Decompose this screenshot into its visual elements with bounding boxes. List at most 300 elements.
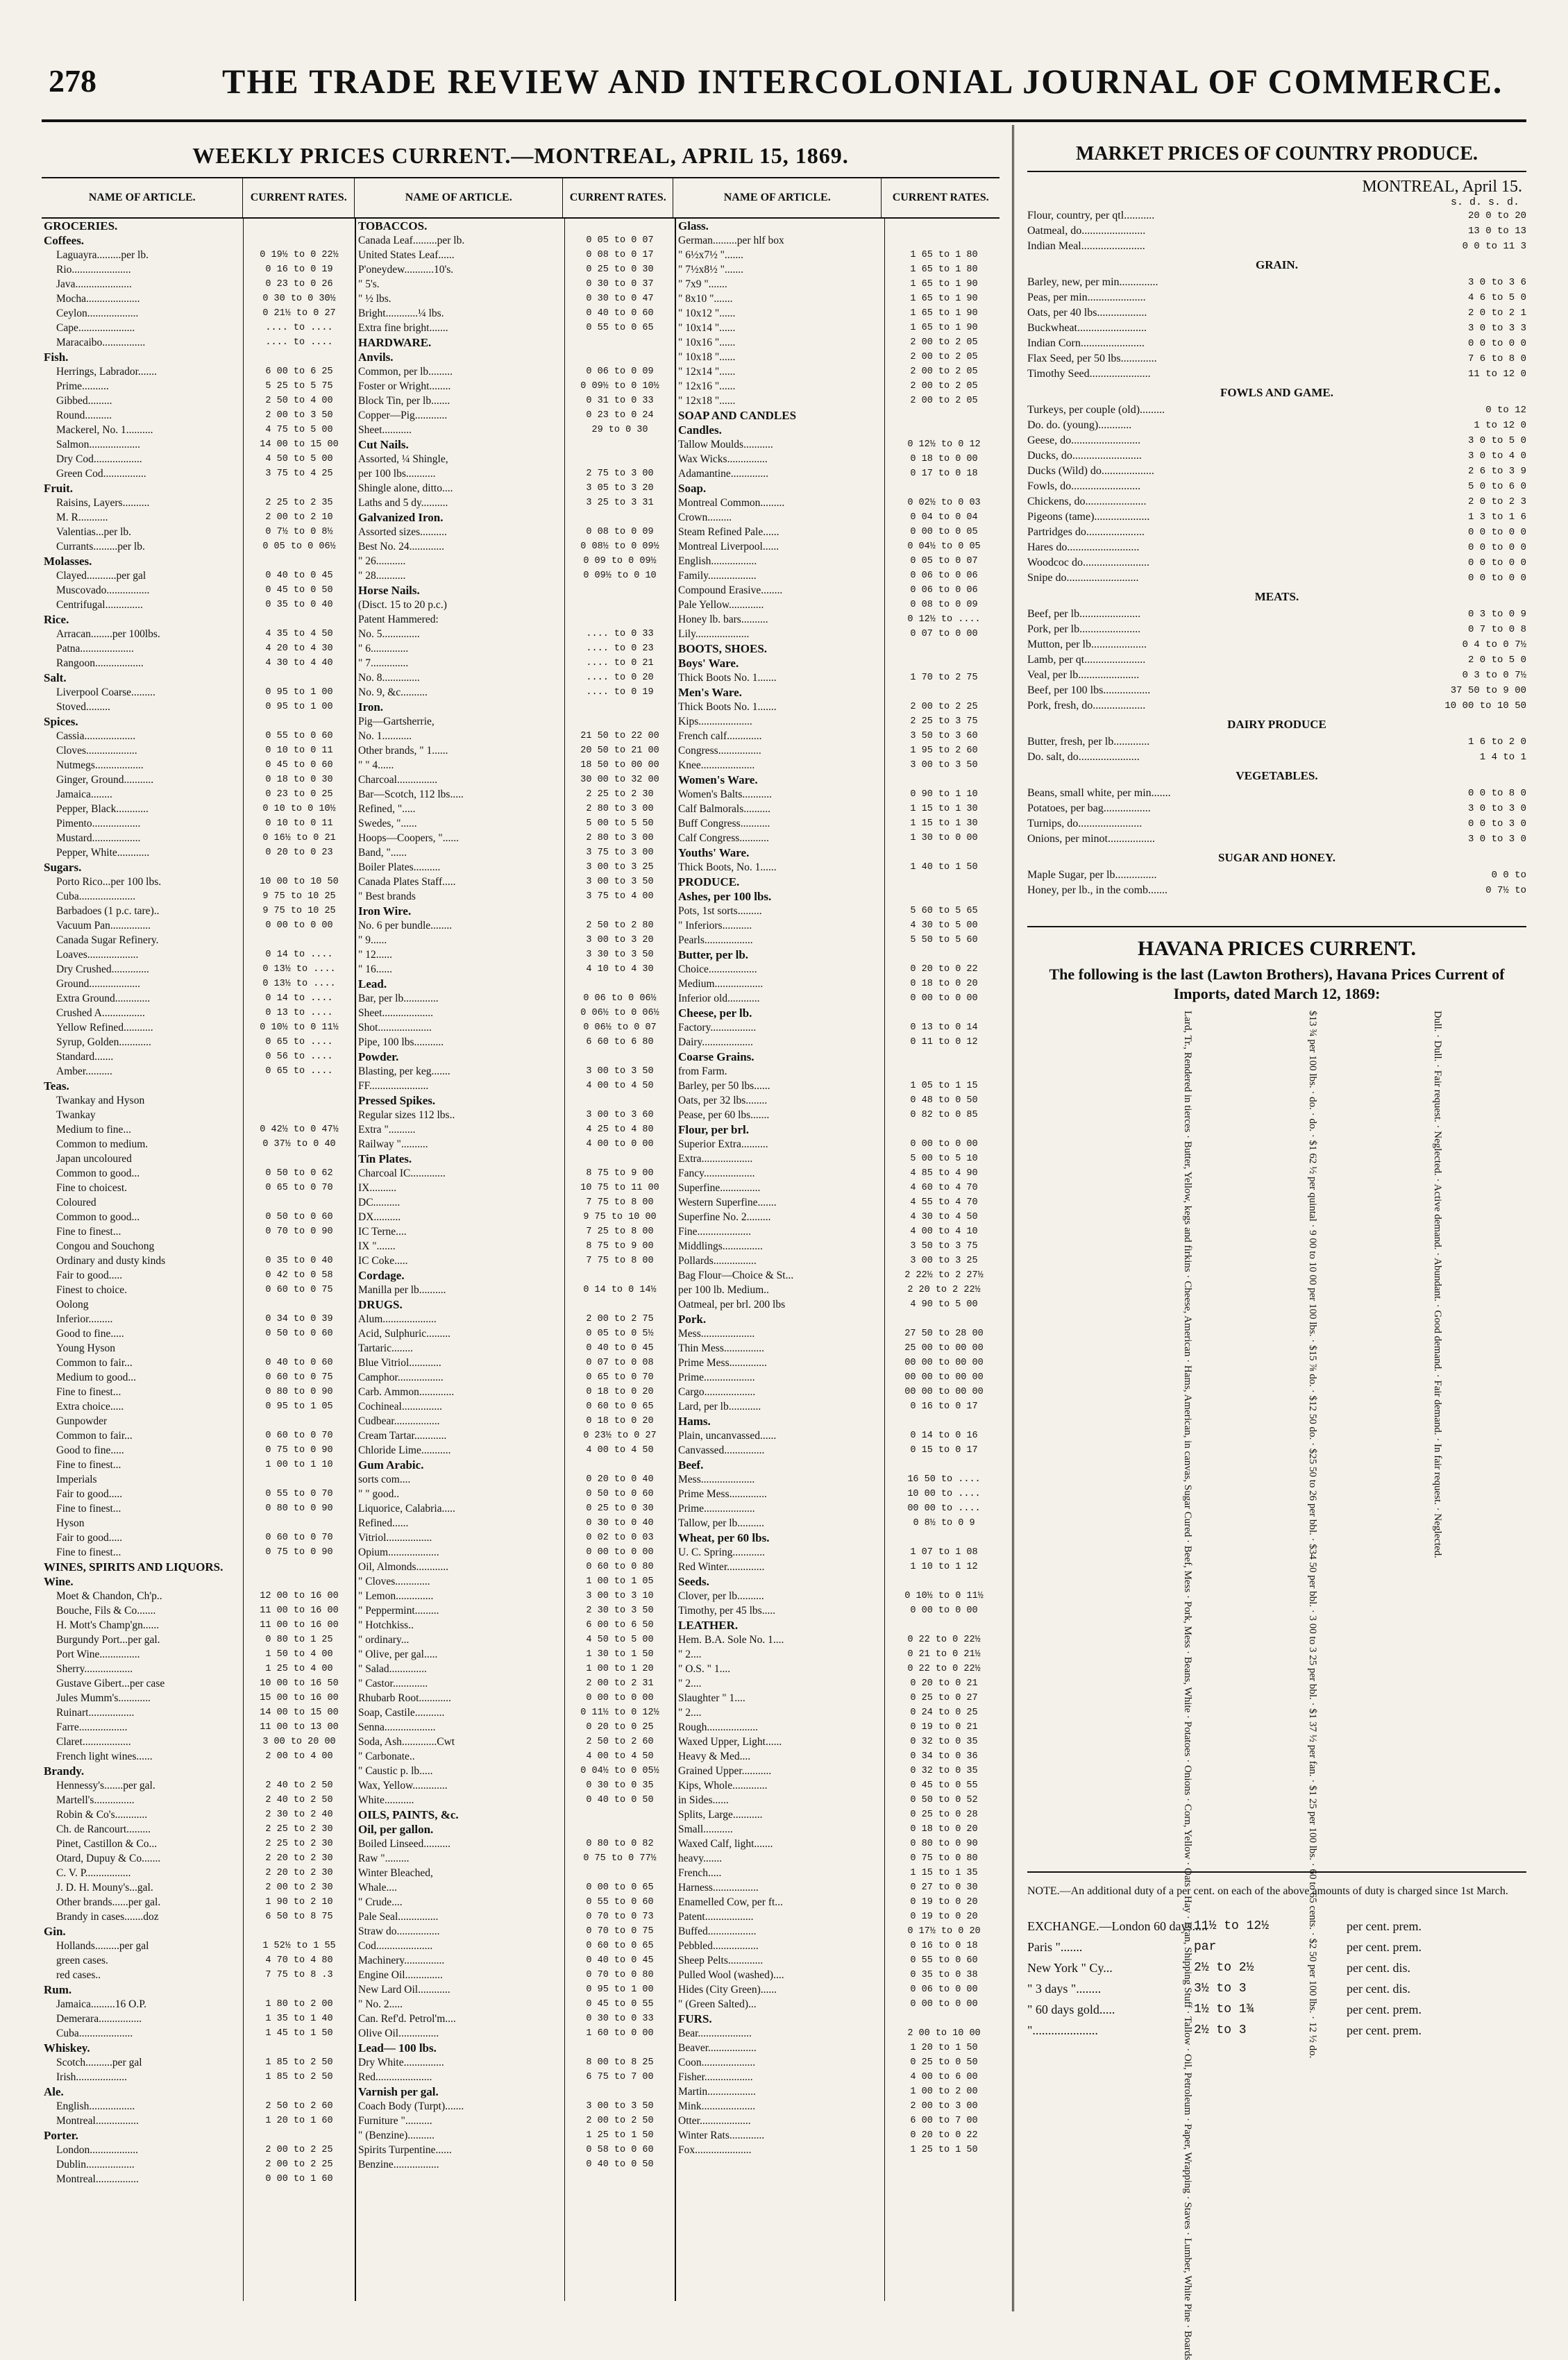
market-row: [1027, 509, 1526, 525]
article-name: Olive Oil...............: [358, 2028, 439, 2039]
market-row: [1027, 555, 1526, 571]
article-rate: [567, 700, 673, 714]
article-rate: 4 90 to 5 00: [910, 1299, 978, 1310]
market-price: 2 0 to 2 3: [1467, 496, 1526, 507]
article-name: Harness.................: [678, 1882, 759, 1894]
market-item: Ducks, do.........................: [1027, 450, 1142, 462]
article-rate: 4 00 to 4 50: [586, 1751, 654, 1762]
article-rate: 0 10 to 0 11: [265, 818, 333, 829]
market-item: Oats, per 40 lbs..................: [1027, 307, 1147, 319]
market-item: Barley, new, per min..............: [1027, 276, 1158, 288]
article-name: Tallow Moulds...........: [678, 439, 773, 450]
article-rate: 0 35 to 0 40: [265, 1256, 333, 1266]
market-item: Potatoes, per bag.................: [1027, 802, 1151, 814]
market-item: Onions, per minot.................: [1027, 833, 1155, 845]
article-name: Claret..................: [56, 1736, 131, 1748]
article-rate: [887, 1122, 1001, 1137]
article-name: " 28...........: [358, 570, 406, 582]
market-price: 0 to 12: [1485, 405, 1526, 416]
article-name: " 5's.: [358, 278, 380, 290]
article-rate: 0 16 to 0 18: [910, 1941, 978, 1951]
article-name: " 2....: [678, 1678, 702, 1689]
article-rate: 0 23½ to 0 27: [583, 1431, 657, 1441]
article-rate: 0 13 to 0 14: [910, 1022, 978, 1033]
article-name: FF......................: [358, 1080, 429, 1092]
article-name: Hennessy's.......per gal.: [56, 1780, 155, 1792]
article-rate: 0 40 to 0 45: [265, 571, 333, 581]
article-rate: 3 75 to 3 00: [586, 848, 654, 858]
article-name: Mink....................: [678, 2100, 756, 2112]
page-number: 278: [49, 63, 96, 99]
exchange-cell: 1½ to 1¾: [1194, 2003, 1254, 2016]
article-rate: 7 25 to 8 00: [586, 1227, 654, 1237]
article-rate: 5 00 to 5 50: [586, 818, 654, 829]
article-rate: 27 50 to 28 00: [904, 1329, 984, 1339]
article-rate: 0 30 to 0 33: [586, 2014, 654, 2024]
article-rate: 0 08 to 0 09: [586, 527, 654, 537]
article-rate: 0 02 to 0 03: [586, 1533, 654, 1543]
article-name: English.................: [56, 2100, 135, 2112]
article-rate: 0 30 to 0 40: [586, 1518, 654, 1528]
article-rate: 1 50 to 4 00: [265, 1649, 333, 1660]
article-name: " Cloves.............: [358, 1576, 430, 1587]
article-rate: 1 15 to 1 30: [910, 818, 978, 829]
article-name: Medium to fine...: [56, 1124, 132, 1136]
article-name: Montreal Common.........: [678, 497, 785, 509]
market-item: Veal, per lb......................: [1027, 669, 1140, 681]
price-column-3: [676, 219, 1003, 2301]
article-rate: 0 09½ to 0 10½: [580, 381, 659, 391]
article-rate: 1 05 to 1 15: [910, 1081, 978, 1091]
article-rate: 15 00 to 16 00: [260, 1693, 339, 1703]
exchange-cell: 2½ to 2½: [1194, 1961, 1254, 1975]
journal-title: THE TRADE REVIEW AND INTERCOLONIAL JOURNAL OF COMMERCE.: [222, 62, 1503, 101]
article-rate: 5 50 to 5 60: [910, 935, 978, 945]
market-item: Pigeons (tame)....................: [1027, 511, 1150, 523]
article-name: Mocha....................: [56, 293, 140, 305]
article-name: Pebbled.................: [678, 1940, 759, 1952]
article-rate: .... to ....: [265, 323, 333, 333]
article-name: Loaves...................: [56, 949, 139, 961]
article-name: Cochineal...............: [358, 1401, 442, 1413]
article-name: Fair to good.....: [56, 1270, 123, 1281]
article-name: Hollands.........per gal: [56, 1940, 149, 1952]
article-name: United States Leaf......: [358, 249, 455, 261]
article-rate: 1 00 to 2 00: [910, 2087, 978, 2097]
article-rate: 0 06 to 0 06: [910, 585, 978, 596]
article-name: Cream Tartar............: [358, 1430, 447, 1442]
market-price: 3 0 to 3 6: [1467, 277, 1526, 288]
article-rate: [567, 1152, 673, 1166]
article-rate: 3 00 to 3 50: [586, 1066, 654, 1077]
article-rate: 8 00 to 8 25: [586, 2057, 654, 2068]
article-name: IX..........: [358, 1182, 397, 1194]
article-name: Oats, per 32 lbs........: [678, 1095, 768, 1106]
article-name: DC..........: [358, 1197, 401, 1208]
article-rate: [887, 773, 1001, 787]
article-name: J. D. H. Mouny's...gal.: [56, 1882, 153, 1894]
article-name: Block Tin, per lb.......: [358, 395, 450, 407]
market-list: [1027, 208, 1526, 898]
article-rate: 5 00 to 5 10: [910, 1154, 978, 1164]
article-name: Prime...................: [678, 1503, 755, 1515]
article-rate: 0 05 to 0 5½: [586, 1329, 654, 1339]
article-name: Hem. B.A. Sole No. 1....: [678, 1634, 784, 1646]
article-name: New Lard Oil............: [358, 1984, 450, 1996]
article-name: " 16......: [358, 963, 392, 975]
article-name: Finest to choice.: [56, 1284, 128, 1296]
exchange-row: [1027, 1916, 1526, 1937]
market-price: 1 3 to 1 6: [1467, 512, 1526, 523]
article-name: Buffed..................: [678, 1925, 757, 1937]
article-rate: 0 60 to 0 70: [265, 1431, 333, 1441]
market-row: [1027, 464, 1526, 479]
article-rate: 3 00 to 3 10: [586, 1591, 654, 1601]
article-name: Ordinary and dusty kinds: [56, 1255, 166, 1267]
article-rate: 1 10 to 1 12: [910, 1562, 978, 1572]
article-name: Cod.....................: [358, 1940, 433, 1952]
article-name: Lily....................: [678, 628, 750, 640]
article-name: sorts com....: [358, 1474, 411, 1485]
article-rate: 1 90 to 2 10: [265, 1897, 333, 1907]
article-rate: 1 25 to 1 50: [586, 2130, 654, 2141]
article-name: Port Wine...............: [56, 1649, 140, 1660]
article-rate: 0 20 to 0 25: [586, 1722, 654, 1733]
market-price: 2 0 to 2 1: [1467, 307, 1526, 319]
market-row: [1027, 275, 1526, 290]
article-name: French calf.............: [678, 730, 762, 742]
exchange-cell: New York " Cy...: [1027, 1961, 1113, 1975]
market-price: 3 0 to 4 0: [1467, 450, 1526, 462]
article-rate: 0 80 to 0 90: [265, 1387, 333, 1397]
article-rate: 0 00 to 0 00: [586, 1693, 654, 1703]
market-price: 0 0 to: [1491, 870, 1526, 881]
article-name: Hyson: [56, 1517, 85, 1529]
article-rate: 0 04½ to 0 05: [907, 541, 981, 552]
article-rate: 0 80 to 0 90: [910, 1839, 978, 1849]
article-name: FURS.: [678, 2012, 712, 2025]
article-rate: 0 07 to 0 00: [910, 629, 978, 639]
article-rate: 2 25 to 3 75: [910, 716, 978, 727]
article-name: Horse Nails.: [358, 584, 420, 597]
article-name: No. 1...........: [358, 730, 412, 742]
article-name: Herrings, Labrador.......: [56, 366, 158, 378]
article-rate: 6 75 to 7 00: [586, 2072, 654, 2082]
article-name: Soap, Castile...........: [358, 1707, 445, 1719]
article-rate: 0 06½ to 0 06½: [580, 1008, 659, 1018]
article-name: Sheep Pelts.............: [678, 1955, 764, 1966]
article-name: green cases.: [56, 1955, 108, 1966]
article-name: Arracan........per 100lbs.: [56, 628, 160, 640]
exchange-cell: " 60 days gold.....: [1027, 2003, 1115, 2016]
article-name: " 7..............: [358, 657, 409, 669]
article-rate: 29 to 0 30: [591, 425, 648, 435]
article-rate: [246, 1516, 353, 1531]
article-rate: [246, 1574, 353, 1589]
article-name: Oil, per gallon.: [358, 1823, 434, 1836]
article-rate: [246, 1152, 353, 1166]
article-rate: 00 00 to 00 00: [904, 1358, 984, 1368]
article-rate: 2 00 to 2 31: [586, 1678, 654, 1689]
article-rate: 0 05 to 0 07: [586, 235, 654, 246]
market-item: Indian Meal.......................: [1027, 240, 1145, 252]
article-rate: 0 70 to 0 80: [586, 1970, 654, 1980]
article-name: Women's Ware.: [678, 773, 758, 786]
article-name: Scotch..........per gal: [56, 2057, 142, 2068]
article-rate: [567, 1050, 673, 1064]
article-rate: 0 40 to 0 60: [586, 308, 654, 319]
article-name: Hams.: [678, 1415, 711, 1428]
article-rate: 0 00 to 0 00: [586, 1547, 654, 1558]
article-name: Dairy...................: [678, 1036, 753, 1048]
article-rate: [246, 1239, 353, 1254]
market-item: Buckwheat.........................: [1027, 322, 1147, 334]
exchange-cell: per cent. prem.: [1347, 2003, 1422, 2016]
article-name: Benzine.................: [358, 2159, 439, 2171]
article-name: per 100 lb. Medium..: [678, 1284, 769, 1296]
article-rate: 30 00 to 32 00: [580, 775, 659, 785]
article-name: Young Hyson: [56, 1342, 115, 1354]
article-rate: 0 80 to 0 90: [265, 1503, 333, 1514]
article-name: Thick Boots No. 1.......: [678, 701, 777, 713]
article-name: Coloured: [56, 1197, 96, 1208]
market-row: [1027, 683, 1526, 698]
article-name: Fisher..................: [678, 2071, 753, 2083]
article-rate: 0 06½ to 0 07: [583, 1022, 657, 1033]
article-rate: 3 50 to 3 75: [910, 1241, 978, 1251]
exchange-cell: 11½ to 12½: [1194, 1919, 1270, 1933]
article-name: Teas.: [44, 1079, 69, 1093]
article-rate: 0 42½ to 0 47½: [260, 1124, 339, 1135]
article-name: " 10x18 "......: [678, 351, 736, 363]
article-rate: [567, 977, 673, 991]
article-rate: 0 31 to 0 33: [586, 396, 654, 406]
article-name: Gibbed.........: [56, 395, 112, 407]
article-name: Blasting, per keg.......: [358, 1065, 450, 1077]
article-rate: [887, 1006, 1001, 1020]
article-rate: 0 65 to ....: [265, 1066, 333, 1077]
article-rate: 1 15 to 1 35: [910, 1868, 978, 1878]
article-name: Ch. de Rancourt.........: [56, 1823, 151, 1835]
article-rate: 4 70 to 4 80: [265, 1955, 333, 1966]
article-rate: 0 23 to 0 26: [265, 279, 333, 289]
article-name: " 26...........: [358, 555, 406, 567]
article-name: Fine to finest...: [56, 1546, 121, 1558]
market-row: [1027, 336, 1526, 351]
article-name: Slaughter " 1....: [678, 1692, 745, 1704]
article-name: No. 8..............: [358, 672, 420, 684]
article-name: Wax Wicks...............: [678, 453, 768, 465]
article-rate: 3 00 to 20 00: [262, 1737, 336, 1747]
article-name: Gum Arabic.: [358, 1458, 424, 1472]
article-name: Cheese, per lb.: [678, 1006, 752, 1020]
article-rate: 4 60 to 4 70: [910, 1183, 978, 1193]
article-rate: 0 50 to 0 62: [265, 1168, 333, 1179]
article-rate: 2 00 to 4 00: [265, 1751, 333, 1762]
article-rate: 0 10½ to 0 11½: [260, 1022, 339, 1033]
article-name: Barley, per 50 lbs......: [678, 1080, 770, 1092]
article-name: Carb. Ammon.............: [358, 1386, 455, 1398]
article-rate: [246, 1297, 353, 1312]
article-name: Butter, per lb.: [678, 948, 749, 961]
article-rate: 1 25 to 1 50: [910, 2145, 978, 2155]
article-rate: 0 45 to 0 55: [910, 1780, 978, 1791]
article-rate: 0 95 to 1 05: [265, 1401, 333, 1412]
article-rate: 3 00 to 3 25: [586, 862, 654, 873]
market-price: 1 6 to 2 0: [1467, 736, 1526, 748]
article-rate: [887, 656, 1001, 671]
market-section-heading: FOWLS AND GAME.: [1220, 386, 1333, 399]
market-price: 0 7 to 0 8: [1467, 624, 1526, 635]
article-rate: 0 20 to 0 21: [910, 1678, 978, 1689]
market-price: 37 50 to 9 00: [1450, 685, 1526, 696]
market-price: 5 0 to 6 0: [1467, 481, 1526, 492]
article-rate: 0 75 to 0 90: [265, 1547, 333, 1558]
article-rate: 0 55 to 0 60: [586, 1897, 654, 1907]
article-name: Straw do................: [358, 1925, 440, 1937]
article-rate: 0 70 to 0 90: [265, 1227, 333, 1237]
article-name: Cuba....................: [56, 2028, 133, 2039]
article-rate: [887, 219, 1001, 233]
article-rate: 2 25 to 2 30: [586, 789, 654, 800]
article-rate: 1 07 to 1 08: [910, 1547, 978, 1558]
market-row: [1027, 403, 1526, 418]
article-rate: .... to 0 33: [586, 629, 654, 639]
article-rate: 1 85 to 2 50: [265, 2072, 333, 2082]
article-rate: 4 25 to 4 80: [586, 1124, 654, 1135]
article-name: Salt.: [44, 671, 67, 684]
article-name: Fine to finest...: [56, 1459, 121, 1471]
article-rate: [246, 1195, 353, 1210]
article-name: Hoops—Coopers, "......: [358, 832, 459, 844]
article-rate: 0 60 to 0 75: [265, 1285, 333, 1295]
article-rate: [567, 510, 673, 525]
article-name: P'oneydew...........10's.: [358, 264, 454, 276]
article-name: Cloves...................: [56, 745, 137, 757]
article-name: Iron Wire.: [358, 904, 412, 918]
article-name: Mackerel, No. 1..........: [56, 424, 153, 436]
article-rate: 4 00 to 4 50: [586, 1445, 654, 1456]
article-rates: [565, 219, 675, 2301]
article-rate: 11 00 to 16 00: [260, 1620, 339, 1630]
article-rate: 0 07 to 0 08: [586, 1358, 654, 1368]
article-rate: 0 20 to 0 22: [910, 2130, 978, 2141]
market-section-heading: GRAIN.: [1256, 258, 1298, 271]
article-name: Bear....................: [678, 2028, 752, 2039]
article-name: " 12x18 "......: [678, 395, 736, 407]
article-rate: .... to 0 20: [586, 673, 654, 683]
article-rate: 2 80 to 3 00: [586, 804, 654, 814]
article-rate: 0 19 to 0 20: [910, 1912, 978, 1922]
article-name: Maracaibo................: [56, 337, 146, 348]
price-column-1: [42, 219, 356, 2301]
article-rate: [887, 641, 1001, 656]
market-item: Beef, per lb......................: [1027, 608, 1141, 620]
article-rate: 0 10½ to 0 11½: [904, 1591, 984, 1601]
article-name: Timothy, per 45 lbs.....: [678, 1605, 776, 1617]
article-name: Honey lb. bars..........: [678, 614, 768, 625]
article-rate: 0 55 to 0 60: [265, 731, 333, 741]
article-rate: 1 30 to 0 00: [910, 833, 978, 843]
article-rate: 16 50 to ....: [907, 1474, 981, 1485]
market-item: Indian Corn.......................: [1027, 337, 1145, 349]
article-rate: .... to 0 23: [586, 643, 654, 654]
article-name: Cudbear.................: [358, 1415, 440, 1427]
article-name: " Lemon..............: [358, 1590, 434, 1602]
article-rate: .... to ....: [265, 337, 333, 348]
article-rate: 4 00 to 6 00: [910, 2072, 978, 2082]
article-name: M. R...........: [56, 512, 108, 523]
article-name: Yellow Refined...........: [56, 1022, 153, 1034]
article-rate: [887, 481, 1001, 496]
article-rate: 0 70 to 0 75: [586, 1926, 654, 1937]
article-name: per 100 lbs...........: [358, 468, 436, 480]
article-name: French light wines......: [56, 1751, 153, 1762]
article-name: Shot....................: [358, 1022, 432, 1034]
article-rate: [246, 1560, 353, 1574]
article-name: WINES, SPIRITS AND LIQUORS.: [44, 1560, 224, 1574]
article-rate: 7 75 to 8 .3: [265, 1970, 333, 1980]
exchange-row: [1027, 1999, 1526, 2020]
article-name: Bouche, Fils & Co.......: [56, 1605, 156, 1617]
market-price: 11 to 12 0: [1467, 369, 1526, 380]
article-rate: 1 65 to 1 80: [910, 250, 978, 260]
article-rate: 0 04½ to 0 05½: [580, 1766, 659, 1776]
article-name: Family..................: [678, 570, 757, 582]
article-name: German.........per hlf box: [678, 235, 784, 246]
market-price: 0 0 to 11 3: [1462, 241, 1526, 252]
article-name: Calf Balmorals..........: [678, 803, 771, 815]
article-name: " 2....: [678, 1707, 702, 1719]
article-name: Can. Ref'd. Petrol'm....: [358, 2013, 456, 2025]
article-rate: 2 40 to 2 50: [265, 1795, 333, 1805]
article-rate: [246, 1472, 353, 1487]
article-name: Patna....................: [56, 643, 134, 655]
article-rate: 0 16 to 0 17: [910, 1401, 978, 1412]
article-rate: 0 06 to 0 09: [586, 366, 654, 377]
article-name: Japan uncoloured: [56, 1153, 132, 1165]
article-rate: 0 04 to 0 04: [910, 512, 978, 523]
article-rate: 0 60 to 0 65: [586, 1941, 654, 1951]
exchange-row: [1027, 1957, 1526, 1978]
article-name: Fruit.: [44, 482, 74, 495]
article-rate: [887, 408, 1001, 423]
article-name: Bag Flour—Choice & St...: [678, 1270, 794, 1281]
article-name: Montreal................: [56, 2173, 139, 2185]
article-rate: 0 25 to 0 27: [910, 1693, 978, 1703]
exchange-row: [1027, 1978, 1526, 1999]
market-item: Hares do..........................: [1027, 541, 1140, 553]
article-name: Hides (City Green)......: [678, 1984, 777, 1996]
article-rate: [887, 875, 1001, 889]
article-rate: 0 11½ to 0 12½: [580, 1708, 659, 1718]
article-rate: 10 00 to 16 50: [260, 1678, 339, 1689]
article-rate: 14 00 to 15 00: [260, 1708, 339, 1718]
article-rate: 8 75 to 9 00: [586, 1241, 654, 1251]
article-name: Flour, per brl.: [678, 1123, 750, 1136]
article-rate: [246, 671, 353, 685]
article-rate: 0 35 to 0 38: [910, 1970, 978, 1980]
article-rate: 0 70 to 0 73: [586, 1912, 654, 1922]
article-name: Crushed A................: [56, 1007, 145, 1019]
article-name: No. 5..............: [358, 628, 420, 640]
article-name: Foster or Wright........: [358, 380, 451, 392]
article-rate: 2 00 to 10 00: [907, 2028, 981, 2039]
article-rate: [246, 554, 353, 568]
market-price: 0 0 to 0 0: [1467, 542, 1526, 553]
article-rate: 0 65 to 0 70: [586, 1372, 654, 1383]
article-rate: 0 21 to 0 21½: [907, 1649, 981, 1660]
